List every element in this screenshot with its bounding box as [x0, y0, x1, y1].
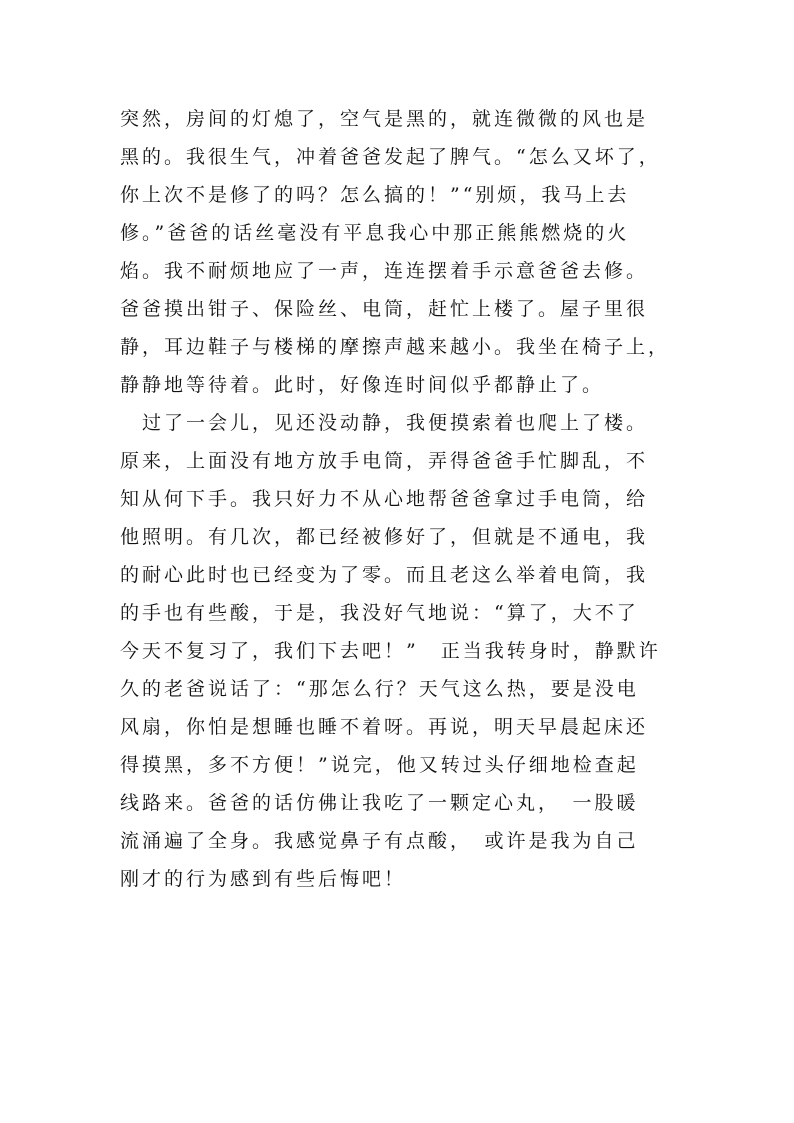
text-line: 静，耳边鞋子与楼梯的摩擦声越来越小。我坐在椅子上，	[120, 336, 671, 358]
text-line: 突然，房间的灯熄了，空气是黑的，就连微微的风也是	[120, 108, 649, 130]
text-line: 得摸黑，多不方便！”说完，他又转过头仔细地检查起	[120, 754, 639, 776]
text-line: 刚才的行为感到有些后悔吧！	[120, 868, 407, 890]
text-line: 过了一会儿，见还没动静，我便摸索着也爬上了楼。	[120, 412, 649, 434]
text-line: 你上次不是修了的吗？怎么搞的！”“别烦，我马上去	[120, 184, 630, 206]
text-line: 知从何下手。我只好力不从心地帮爸爸拿过手电筒，给	[120, 488, 649, 510]
text-line: 原来，上面没有地方放手电筒，弄得爸爸手忙脚乱，不	[120, 450, 649, 472]
text-line: 久的老爸说话了：“那怎么行？天气这么热，要是没电	[120, 678, 639, 700]
text-line: 的手也有些酸，于是，我没好气地说：“算了，大不了	[120, 602, 639, 624]
text-line: 黑的。我很生气，冲着爸爸发起了脾气。“怎么又坏了，	[120, 146, 661, 168]
text-line: 的耐心此时也已经变为了零。而且老这么举着电筒，我	[120, 564, 649, 586]
text-line: 线路来。爸爸的话仿佛让我吃了一颗定心丸， 一股暖	[120, 792, 639, 814]
text-line: 焰。我不耐烦地应了一声，连连摆着手示意爸爸去修。	[120, 260, 649, 282]
text-line: 流涌遍了全身。我感觉鼻子有点酸， 或许是我为自己	[120, 830, 639, 852]
text-line: 风扇，你怕是想睡也睡不着呀。再说，明天早晨起床还	[120, 716, 649, 738]
essay-text	[120, 100, 690, 898]
text-line: 爸爸摸出钳子、保险丝、电筒，赶忙上楼了。屋子里很	[120, 298, 649, 320]
text-line: 修。”爸爸的话丝毫没有平息我心中那正熊熊燃烧的火	[120, 222, 630, 244]
text-line: 今天不复习了，我们下去吧！” 正当我转身时，静默许	[120, 640, 661, 662]
text-line: 他照明。有几次，都已经被修好了，但就是不通电，我	[120, 526, 649, 548]
text-line: 静静地等待着。此时，好像连时间似乎都静止了。	[120, 374, 605, 396]
